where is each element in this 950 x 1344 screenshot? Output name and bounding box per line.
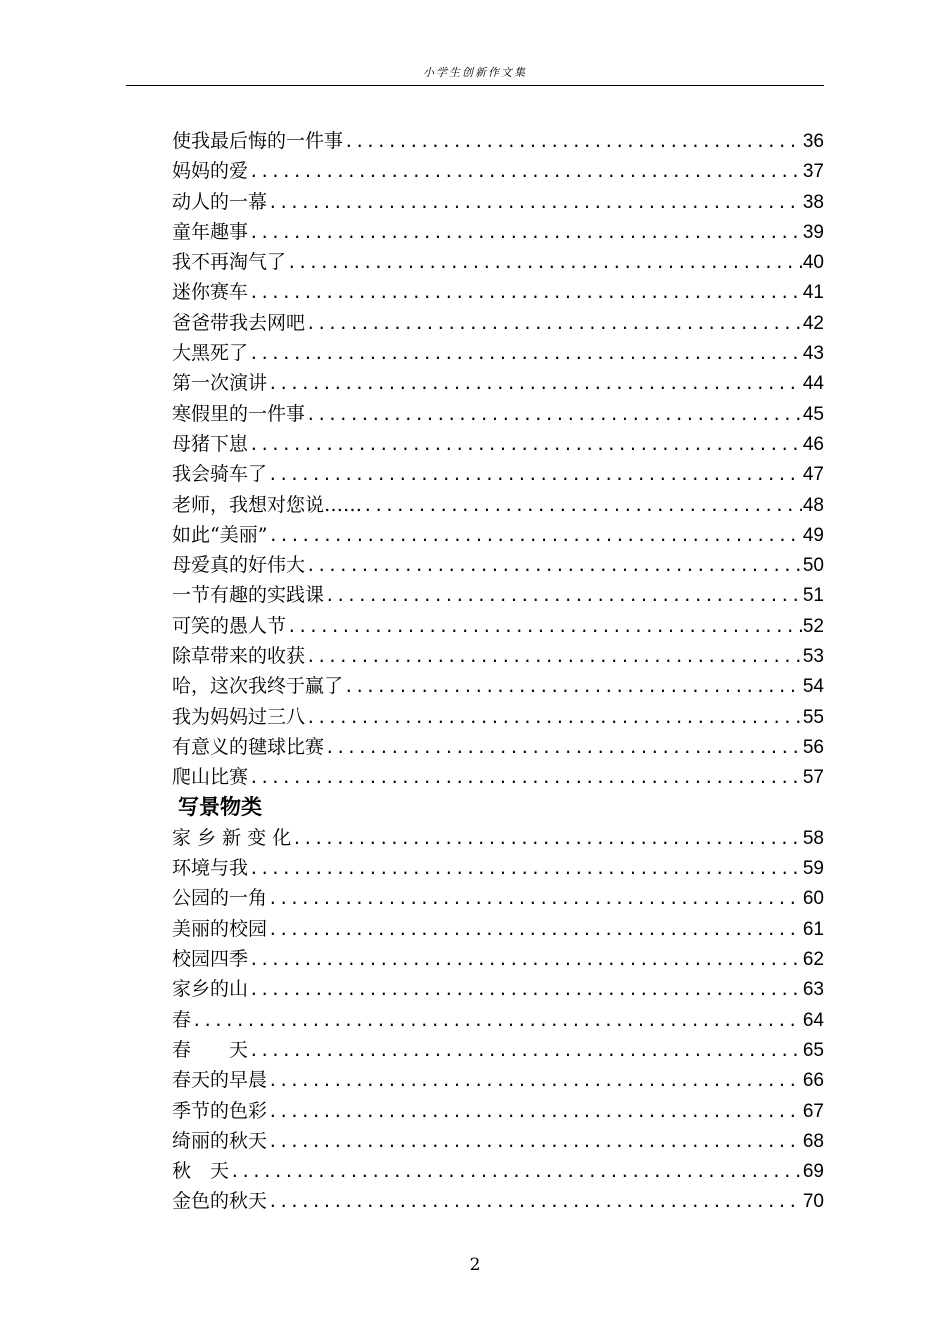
toc-entry-page: 40: [802, 252, 824, 274]
toc-entry-title: 我为妈妈过三八: [172, 705, 306, 728]
toc-entry[interactable]: [172, 671, 824, 701]
toc-entry-title: 爬山比赛: [172, 766, 249, 789]
toc-entry[interactable]: [172, 277, 824, 307]
header-title: 小学生创新作文集: [423, 66, 527, 79]
toc-entry-title: 环境与我: [172, 857, 249, 880]
toc-leader-dots: [268, 1127, 802, 1156]
toc-entry-title: 大黑死了: [172, 342, 249, 365]
toc-leader-dots: [249, 975, 802, 1004]
toc-entry-title: 春天的早晨: [172, 1069, 268, 1092]
toc-entry-page: 36: [802, 131, 824, 152]
toc-entry-page: 65: [802, 1039, 824, 1061]
toc-entry-title: 母爱真的好伟大: [172, 554, 306, 577]
toc-leader-dots: [268, 915, 802, 944]
toc-entry[interactable]: [172, 944, 824, 974]
toc-entry-page: 57: [802, 767, 824, 789]
toc-entry[interactable]: [172, 156, 824, 186]
toc-leader-dots: [306, 551, 802, 580]
toc-entry[interactable]: [172, 217, 824, 247]
toc-entry-title: 第一次演讲: [172, 372, 268, 395]
toc-leader-dots: [249, 854, 802, 883]
toc-leader-dots: [268, 369, 802, 398]
toc-entry[interactable]: [172, 187, 824, 217]
toc-entry-page: 62: [802, 949, 824, 971]
toc-entry[interactable]: [172, 1035, 824, 1065]
toc-leader-dots: [344, 127, 802, 156]
toc-leader-dots: [230, 1157, 802, 1186]
toc-entry-page: 46: [802, 433, 824, 455]
toc-entry-title: 春 天: [172, 1038, 249, 1061]
toc-entry-title: 动人的一幕: [172, 190, 268, 213]
toc-leader-dots: [249, 218, 802, 247]
toc-entry-title: 妈妈的爱: [172, 160, 249, 183]
toc-leader-dots: [287, 248, 802, 277]
table-of-contents: [172, 126, 824, 1217]
toc-entry-title: 有意义的毽球比赛: [172, 735, 325, 758]
toc-leader-dots: [306, 703, 802, 732]
toc-entry-title: 季节的色彩: [172, 1099, 268, 1122]
toc-entry-title: 绮丽的秋天: [172, 1129, 268, 1152]
toc-leader-dots: [249, 339, 802, 368]
toc-entry-page: 45: [802, 403, 824, 425]
toc-leader-dots: [306, 309, 802, 338]
toc-entry-page: 50: [802, 555, 824, 577]
toc-entry-title: 老师，我想对您说……: [172, 493, 363, 516]
toc-entry[interactable]: [172, 308, 824, 338]
toc-entry-page: 58: [802, 827, 824, 849]
toc-leader-dots: [268, 1187, 802, 1216]
toc-leader-dots: [306, 642, 802, 671]
toc-entry-page: 44: [802, 373, 824, 395]
toc-entry-title: 母猪下崽: [172, 432, 249, 455]
toc-entry-page: 38: [802, 191, 824, 213]
toc-entry[interactable]: [172, 368, 824, 398]
toc-leader-dots: [363, 491, 802, 520]
toc-entry[interactable]: [172, 520, 824, 550]
toc-entry-page: 42: [802, 312, 824, 334]
toc-entry-page: 43: [802, 343, 824, 365]
toc-leader-dots: [325, 581, 802, 610]
toc-entry-page: 48: [802, 494, 824, 516]
toc-leader-dots: [249, 1036, 802, 1065]
toc-entry-page: 68: [802, 1130, 824, 1152]
toc-entry-title: 使我最后悔的一件事: [172, 130, 344, 152]
toc-leader-dots: [325, 733, 802, 762]
section-heading: 写景物类: [178, 795, 262, 819]
toc-entry[interactable]: [172, 1186, 824, 1216]
toc-entry-title: 秋 天: [172, 1160, 230, 1183]
toc-entry-page: 63: [802, 979, 824, 1001]
toc-entry-page: 54: [802, 676, 824, 698]
toc-entry[interactable]: [172, 399, 824, 429]
toc-entry[interactable]: [172, 1156, 824, 1186]
toc-entry[interactable]: [172, 550, 824, 580]
toc-entry[interactable]: [172, 823, 824, 853]
toc-entry-title: 爸爸带我去网吧: [172, 311, 306, 334]
toc-leader-dots: [249, 430, 802, 459]
toc-entry-title: 公园的一角: [172, 887, 268, 910]
toc-entry[interactable]: [172, 853, 824, 883]
toc-entry-page: 59: [802, 858, 824, 880]
toc-leader-dots: [249, 278, 802, 307]
toc-entry-page: 64: [802, 1009, 824, 1031]
toc-entry-title: 一节有趣的实践课: [172, 584, 325, 607]
toc-entry[interactable]: [172, 1005, 824, 1035]
toc-entry-page: 53: [802, 646, 824, 668]
toc-leader-dots: [268, 1097, 802, 1126]
toc-entry[interactable]: [172, 1126, 824, 1156]
toc-entry-title: 校园四季: [172, 948, 249, 971]
toc-entry-title: 如此“美丽”: [172, 523, 268, 546]
toc-leader-dots: [249, 763, 802, 792]
toc-entry-title: 我会骑车了: [172, 463, 268, 486]
toc-entry-page: 51: [802, 585, 824, 607]
toc-entry[interactable]: [172, 762, 824, 792]
toc-entry[interactable]: [172, 974, 824, 1004]
toc-entry[interactable]: [172, 580, 824, 610]
toc-entry-page: 37: [802, 161, 824, 183]
toc-entry-page: 61: [802, 918, 824, 940]
toc-section-list: [172, 823, 824, 1217]
toc-entry-title: 家 乡 新 变 化: [172, 826, 292, 849]
toc-entry-title: 童年趣事: [172, 220, 249, 243]
toc-entry-page: 69: [802, 1161, 824, 1183]
toc-entry-title: 美丽的校园: [172, 917, 268, 940]
toc-entry-title: 哈，这次我终于赢了: [172, 675, 344, 698]
toc-entry-page: 55: [802, 706, 824, 728]
toc-entry-title: 我不再淘气了: [172, 251, 287, 274]
toc-entry[interactable]: [172, 883, 824, 913]
toc-entry[interactable]: [172, 732, 824, 762]
toc-entry-title: 可笑的愚人节: [172, 614, 287, 637]
toc-leader-dots: [344, 672, 802, 701]
toc-leader-dots: [268, 884, 802, 913]
toc-entry[interactable]: [172, 126, 824, 156]
toc-entry[interactable]: [172, 702, 824, 732]
toc-entry-title: 迷你赛车: [172, 281, 249, 304]
toc-leader-dots: [268, 1066, 802, 1095]
toc-entry-page: 52: [802, 615, 824, 637]
toc-entry-page: 66: [802, 1070, 824, 1092]
toc-entry[interactable]: [172, 611, 824, 641]
toc-entry-page: 60: [802, 888, 824, 910]
toc-entry[interactable]: [172, 1065, 824, 1095]
toc-leader-dots: [287, 612, 802, 641]
toc-leader-dots: [192, 1006, 802, 1035]
toc-entry-page: 70: [802, 1191, 824, 1213]
toc-entry-title: 除草带来的收获: [172, 645, 306, 668]
page-number: 2: [469, 1255, 481, 1275]
toc-entry-title: 春: [172, 1008, 192, 1031]
toc-leader-dots: [292, 824, 802, 853]
toc-leader-dots: [268, 460, 802, 489]
toc-entry[interactable]: [172, 1096, 824, 1126]
toc-entry-page: 49: [802, 524, 824, 546]
toc-entry[interactable]: [172, 459, 824, 489]
running-header: [126, 60, 824, 86]
toc-entry[interactable]: [172, 914, 824, 944]
toc-entry-page: 47: [802, 464, 824, 486]
toc-entry-page: 39: [802, 221, 824, 243]
toc-entry-page: 41: [802, 282, 824, 304]
toc-leader-dots: [306, 400, 802, 429]
toc-entry-title: 金色的秋天: [172, 1190, 268, 1213]
toc-leader-dots: [249, 157, 802, 186]
toc-entry-title: 家乡的山: [172, 978, 249, 1001]
toc-entry-title: 寒假里的一件事: [172, 402, 306, 425]
toc-entry[interactable]: [172, 490, 824, 520]
toc-section-list: [172, 126, 824, 793]
toc-leader-dots: [268, 521, 801, 550]
toc-entry[interactable]: [172, 338, 824, 368]
toc-entry[interactable]: [172, 247, 824, 277]
toc-leader-dots: [249, 945, 802, 974]
toc-entry-page: 67: [802, 1100, 824, 1122]
toc-leader-dots: [268, 188, 802, 217]
toc-entry[interactable]: [172, 641, 824, 671]
toc-entry-page: 56: [802, 736, 824, 758]
toc-entry[interactable]: [172, 429, 824, 459]
